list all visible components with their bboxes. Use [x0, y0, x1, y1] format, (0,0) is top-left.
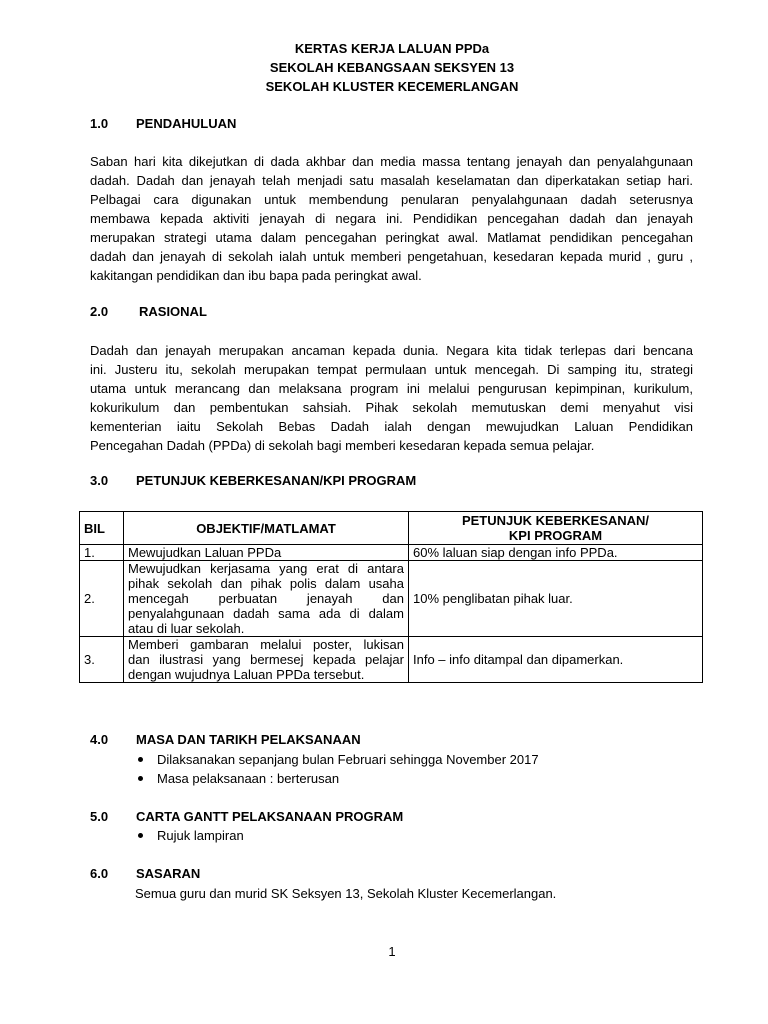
header-petunjuk-line-1: PETUNJUK KEBERKESANAN/	[461, 513, 650, 528]
section-4-bullets	[135, 750, 539, 788]
section-1-number: 1.0	[90, 116, 109, 131]
paragraph-line: utama untuk merancang dan melaksana program ini melalui pengurusan kepimpinan, kurikulum,	[90, 381, 693, 396]
section-2-title: RASIONAL	[139, 304, 207, 319]
cell-objektif	[124, 545, 409, 561]
paragraph-line: dadah. Dadah dan jenayah telah menjadi satu masalah keselamatan dan diperkatakan setiap hari.	[90, 173, 693, 188]
cell-line: pihak sekolah dan pihak polis dalam usaha	[128, 576, 404, 591]
section-6-title: SASARAN	[136, 866, 201, 881]
section-4-title: MASA DAN TARIKH PELAKSANAAN	[136, 732, 361, 747]
title-line-2: SEKOLAH KEBANGSAAN SEKSYEN 13	[269, 60, 515, 75]
document-title	[0, 39, 768, 96]
list-item-text: Dilaksanakan sepanjang bulan Februari sehingga November 2017	[157, 752, 539, 767]
bullet-icon	[138, 833, 143, 838]
paragraph-line: dadah dan jenayah di sekolah ialah untuk memberi pengetahuan, kesedaran kepada murid , guru ,	[90, 249, 693, 264]
title-line-1: KERTAS KERJA LALUAN PPDa	[294, 41, 490, 56]
header-petunjuk-line-2: KPI PROGRAM	[508, 528, 603, 543]
cell-bil: 3.	[80, 637, 124, 683]
list-item-text: Masa pelaksanaan : berterusan	[157, 771, 340, 786]
paragraph-line: Pelbagai cara digunakan untuk membendung penularan penyalahgunaan dadah seterusnya	[90, 192, 693, 207]
cell-line: dan ilustrasi yang bermesej kepada pelajar	[128, 652, 404, 667]
header-bil: BIL	[80, 512, 124, 545]
section-2-heading	[90, 304, 207, 320]
paragraph-line: kakitangan pendidikan dan ibu bapa pada peringkat awal.	[90, 268, 422, 283]
paragraph-line: kokurikulum dan pembentukan sahsiah. Pihak sekolah memutuskan demi menyahut visi	[90, 400, 693, 415]
cell-petunjuk: 10% penglibatan pihak luar.	[409, 561, 703, 637]
paragraph-line: merupakan strategi utama dalam pencegahan peringkat awal. Matlamat pendidikan pencegahan	[90, 230, 693, 245]
header-petunjuk	[409, 512, 703, 545]
section-5-number: 5.0	[90, 809, 109, 824]
cell-bil: 1.	[80, 545, 124, 561]
cell-bil: 2.	[80, 561, 124, 637]
section-6-heading	[90, 866, 200, 882]
section-4-number: 4.0	[90, 732, 109, 747]
paragraph-line: ini. Justeru itu, sekolah merupakan tempat permulaan untuk mencegah. Di samping itu, strategi	[90, 362, 693, 377]
section-3-title: PETUNJUK KEBERKESANAN/KPI PROGRAM	[136, 473, 417, 488]
cell-objektif	[124, 561, 409, 637]
cell-line: dengan wujudnya Laluan PPDa tersebut.	[128, 667, 365, 682]
table-row	[80, 561, 703, 637]
section-1-title: PENDAHULUAN	[136, 116, 237, 131]
paragraph-line: membawa kepada aktiviti jenayah di negara ini. Pendidikan pencegahan dadah dan jenayah	[90, 211, 693, 226]
section-6-text: Semua guru dan murid SK Seksyen 13, Sekolah Kluster Kecemerlangan.	[135, 886, 557, 901]
paragraph-line: Saban hari kita dikejutkan di dada akhbar dan media massa tentang jenayah dan penyalahgunaan	[90, 154, 693, 169]
cell-objektif	[124, 637, 409, 683]
title-line-3: SEKOLAH KLUSTER KECEMERLANGAN	[265, 79, 519, 94]
table-header-row	[80, 512, 703, 545]
list-item	[135, 750, 539, 769]
kpi-table	[79, 511, 703, 683]
page-number: 1	[388, 944, 396, 959]
section-3-heading	[90, 473, 416, 489]
cell-line: Memberi gambaran melalui poster, lukisan	[128, 637, 404, 652]
section-1-paragraph	[90, 152, 693, 285]
list-item-text: Rujuk lampiran	[157, 828, 244, 843]
section-1-heading	[90, 116, 236, 132]
bullet-icon	[138, 776, 143, 781]
cell-line: penyalahgunaan dadah sama ada di dalam	[128, 606, 404, 621]
section-5-title: CARTA GANTT PELAKSANAAN PROGRAM	[136, 809, 404, 824]
cell-line: mencegah perbuatan jenayah dan	[128, 591, 404, 606]
section-3-number: 3.0	[90, 473, 109, 488]
paragraph-line: kementerian iaitu Sekolah Bebas Dadah ialah dengan mewujudkan Laluan Pendidikan	[90, 419, 693, 434]
section-4-heading	[90, 732, 361, 748]
section-5-bullets	[135, 826, 244, 845]
section-2-number: 2.0	[90, 304, 109, 319]
bullet-icon	[138, 757, 143, 762]
cell-line: Mewujudkan Laluan PPDa	[128, 545, 282, 560]
section-5-heading	[90, 809, 403, 825]
section-2-paragraph	[90, 341, 693, 455]
list-item	[135, 826, 244, 845]
table-row	[80, 545, 703, 561]
paragraph-line: Pencegahan Dadah (PPDa) di sekolah bagi memberi kesedaran kepada semua pelajar.	[90, 438, 595, 453]
list-item	[135, 769, 539, 788]
paragraph-line: Dadah dan jenayah merupakan ancaman kepada dunia. Negara kita tidak terlepas dari bencana	[90, 343, 693, 358]
section-6-number: 6.0	[90, 866, 109, 881]
cell-line: Mewujudkan kerjasama yang erat di antara	[128, 561, 404, 576]
cell-petunjuk: 60% laluan siap dengan info PPDa.	[409, 545, 703, 561]
cell-petunjuk: Info – info ditampal dan dipamerkan.	[409, 637, 703, 683]
header-objektif: OBJEKTIF/MATLAMAT	[124, 512, 409, 545]
cell-line: atau di luar sekolah.	[128, 621, 245, 636]
table-row	[80, 637, 703, 683]
